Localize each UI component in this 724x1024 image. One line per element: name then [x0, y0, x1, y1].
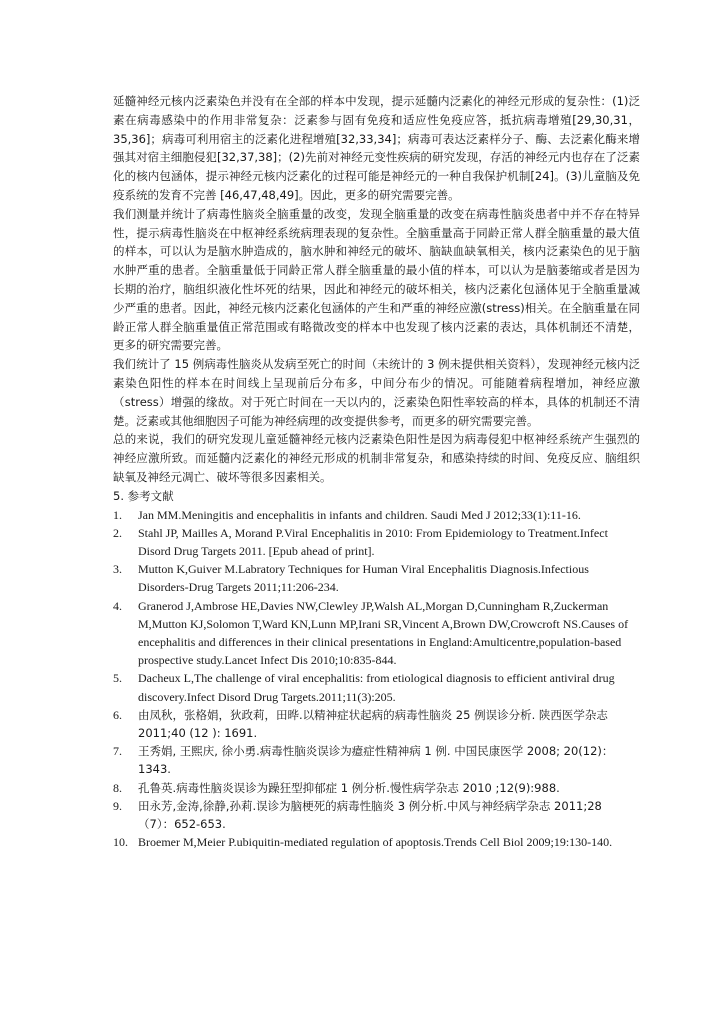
reference-number: 6.: [113, 707, 122, 722]
paragraph-disease-duration: 我们统计了 15 例病毒性脑炎从发病至死亡的时间（未统计的 3 例未提供相关资料），发现神经元核内泛素染色阳性的样本在时间线上呈现前后分布多，中间分布少的情况。可能随着病程增加，神经应激（stress）增强的缘故。对于死亡时间在一天以内的，泛素染色阳性率较高的样本，具体的机制还不清楚。泛素或其他细胞因子可能为神经病理的改变提供参考，而更多的研究需要完善。: [113, 357, 640, 428]
reference-number: 1.: [113, 507, 122, 522]
reference-number: 8.: [113, 780, 122, 795]
reference-item: [113, 597, 640, 670]
reference-text: 王秀娟, 王熙庆, 徐小勇.病毒性脑炎误诊为癔症性精神病 1 例. 中国民康医学 2008; 20(12)：1343.: [138, 744, 614, 777]
reference-number: 4.: [113, 598, 122, 613]
reference-number: 5.: [113, 671, 122, 686]
reference-item: [113, 524, 640, 560]
reference-number: 9.: [113, 798, 122, 813]
reference-item: [113, 833, 640, 851]
reference-number: 7.: [113, 744, 122, 759]
reference-item: [113, 560, 640, 596]
reference-item: [113, 742, 640, 778]
reference-item: [113, 797, 640, 833]
document-body: [113, 92, 640, 851]
reference-text: Mutton K,Guiver M.Labratory Techniques for Human Viral Encephalitis Diagnosis.Infectious Disorders-Drug Targets 2011;11:206-234.: [138, 562, 589, 595]
reference-item: [113, 669, 640, 705]
reference-number: 10.: [113, 835, 128, 850]
paragraph-brain-weight: 我们测量并统计了病毒性脑炎全脑重量的改变，发现全脑重量的改变在病毒性脑炎患者中并不存在特异性，提示病毒性脑炎在中枢神经系统病理表现的复杂性。全脑重量高于同龄正常人群全脑重量的最大值的样本，可以认为是脑水肿造成的，脑水肿和神经元的破坏、脑缺血缺氧相关，核内泛素染色的见于脑水肿严重的患者。全脑重量低于同龄正常人群全脑重量的最小值的样本，可以认为是脑萎缩或者是因为长期的治疗，脑组织液化性坏死的结果，因此和神经元的破坏相关，核内泛素化包涵体见于全脑重量减少严重的患者。因此，神经元核内泛素化包涵体的产生和严重的神经应激(stress)相关。在全脑重量在同龄正常人群全脑重量值正常范围或有略微改变的样本中也发现了核内泛素的表达，具体机制还不清楚，更多的研究需要完善。: [113, 206, 640, 353]
reference-item: [113, 706, 640, 742]
paragraph-conclusion: 总的来说，我们的研究发现儿童延髓神经元核内泛素染色阳性是因为病毒侵犯中枢神经系统产生强烈的神经应激所致。而延髓内泛素化的神经元形成的机制非常复杂，和感染持续的时间、免疫反应、脑组织缺氧及神经元凋亡、破坏等很多因素相关。: [113, 432, 640, 484]
paragraph-ubiquitin-complexity: 延髓神经元核内泛素染色并没有在全部的样本中发现，提示延髓内泛素化的神经元形成的复杂性：(1)泛素在病毒感染中的作用非常复杂：泛素参与固有免疫和适应性免疫应答，抵抗病毒增殖[29,30,31，35,36]；病毒可利用宿主的泛素化进程增殖[32,33,34]；病毒可表达泛素样分子、酶、去泛素化酶来增强其对宿主细胞侵犯[32,37,38]；(2)先前对神经元变性疾病的研究发现，存活的神经元内也存在了泛素化的核内包涵体，提示神经元核内泛素化的过程可能是神经元的一种自我保护机制[24]。(3)儿童脑及免疫系统的发育不完善 [46,47,48,49]。因此，更多的研究需要完善。: [113, 94, 640, 202]
reference-text: 由凤秋，张格娟，狄政莉，田晔.以精神症状起病的病毒性脑炎 25 例误诊分析. 陕西医学杂志 2011;40 (12 ): 1691.: [138, 707, 608, 740]
reference-text: 孔鲁英.病毒性脑炎误诊为躁狂型抑郁症 1 例分析.慢性病学杂志 2010 ;12(9):988.: [138, 780, 560, 795]
reference-text: Jan MM.Meningitis and encephalitis in infants and children. Saudi Med J 2012;33(1):11-16.: [138, 507, 581, 522]
references-heading: 5. 参考文献: [113, 488, 174, 503]
reference-number: 3.: [113, 562, 122, 577]
reference-item: [113, 506, 640, 524]
reference-text: Granerod J,Ambrose HE,Davies NW,Clewley JP,Walsh AL,Morgan D,Cunningham R,Zuckerman M,Mutton KJ,Solomon T,Ward KN,Lunn MP,Irani SR,Vincent A,Brown DW,Crowcroft NS.Causes of encephalitis and differences in their clinical presentations in England:Amulticentre,population-based prospective study.Lancet Infect Dis 2010;10:835-844.: [138, 598, 629, 668]
reference-number: 2.: [113, 525, 122, 540]
reference-text: Stahl JP, Mailles A, Morand P.Viral Encephalitis in 2010: From Epidemiology to Treatment.Infect Disord Drug Targets 2011. [Epub ahead of print].: [138, 525, 608, 558]
reference-text: Dacheux L,The challenge of viral encephalitis: from etiological diagnosis to efficient antiviral drug discovery.Infect Disord Drug Targets.2011;11(3):205.: [138, 671, 615, 704]
reference-item: [113, 779, 640, 797]
references-list: [113, 506, 640, 852]
reference-text: 田永芳,金涛,徐静,孙莉.误诊为脑梗死的病毒性脑炎 3 例分析.中风与神经病学杂志 2011;28 （7）：652-653.: [138, 798, 602, 831]
reference-text: Broemer M,Meier P.ubiquitin-mediated regulation of apoptosis.Trends Cell Biol 2009;19:130-140.: [138, 835, 613, 850]
